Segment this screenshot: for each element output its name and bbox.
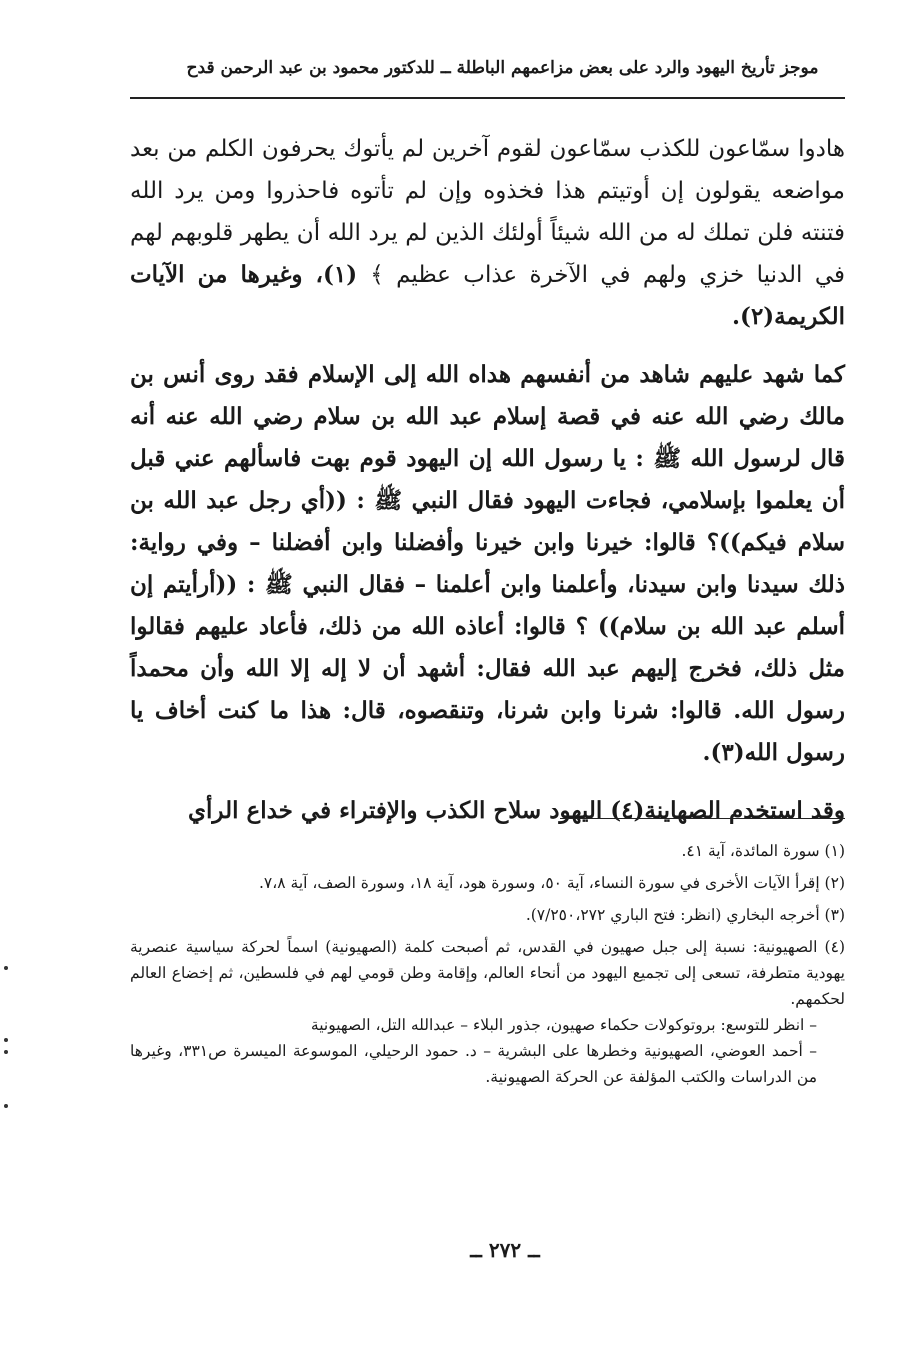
footnote-4-definition: (٤) الصهيونية: نسبة إلى جبل صهيون في القدس، ثم أصبحت كلمة (الصهيونية) اسماً لحركة سياسية عنصرية يهودية متطرفة، تسعى إلى تجميع اليهود من أنحاء العالم، وإقامة وطن قومي لهم في فلسطين، ثم إخضاع العالم لحكمهم. — [130, 938, 845, 1008]
footnotes — [130, 838, 845, 1090]
main-text — [130, 128, 845, 832]
closing-paragraph: وقد استخدم الصهاينة(٤) اليهود سلاح الكذب والإفتراء في خداع الرأي — [188, 797, 845, 824]
verse-citation: (١)، وغيرها من الآيات الكريمة(٢). — [130, 261, 845, 330]
margin-speck — [4, 1050, 8, 1054]
footnote-1: (١) سورة المائدة، آية ٤١. — [681, 842, 845, 860]
footnote-4-references-1: – انظر للتوسع: بروتوكولات حكماء صهيون، جذور البلاء – عبدالله التل، الصهيونية — [310, 1016, 817, 1034]
margin-speck — [4, 966, 8, 970]
quran-verse: هادوا سمّاعون للكذب سمّاعون لقوم آخرين لم يأتوك يحرفون الكلم من بعد مواضعه يقولون إن أوتيتم هذا فخذوه وإن لم تأتوه فاحذروا ومن يرد الله فتنته فلن تملك له من الله شيئاً أولئك الذين لم يرد الله أن يطهر قلوبهم لهم في الدنيا خزي ولهم في الآخرة عذاب عظيم ﴾ — [130, 136, 845, 288]
margin-speck — [4, 1104, 8, 1108]
footnote-2: (٢) إقرأ الآيات الأخرى في سورة النساء، آية ٥٠، وسورة هود، آية ١٨، وسورة الصف، آية ٧،٨. — [258, 874, 845, 892]
footnote-3: (٣) أخرجه البخاري (انظر: فتح الباري ٧/٢٥٠،٢٧٢). — [525, 906, 845, 924]
quran-verse-paragraph — [130, 128, 845, 338]
footnote-4 — [130, 934, 845, 1090]
footnote-rule — [560, 818, 845, 819]
running-header: موجز تأريخ اليهود والرد على بعض مزاعمهم الباطلة ــ للدكتور محمود بن عبد الرحمن قدح — [186, 58, 819, 78]
margin-speck — [4, 1038, 8, 1042]
page-number: ــ ٢٧٢ ــ — [470, 1238, 540, 1262]
footnote-4-references-2: – أحمد العوضي، الصهيونية وخطرها على البشرية – د. حمود الرحيلي، الموسوعة الميسرة ص٣٣١، وغيرها من الدراسات والكتب المؤلفة عن الحركة الصهيونية. — [130, 1042, 817, 1086]
hadith-paragraph: كما شهد عليهم شاهد من أنفسهم هداه الله إلى الإسلام فقد روى أنس بن مالك رضي الله عنه في قصة إسلام عبد الله بن سلام رضي الله عنه أنه قال لرسول الله ﷺ : يا رسول الله إن اليهود قوم بهت فاسألهم عني قبل أن يعلموا بإسلامي، فجاءت اليهود فقال النبي ﷺ : ((أي رجل عبد الله بن سلام فيكم))؟ قالوا: خيرنا وابن خيرنا وأفضلنا وابن أفضلنا – وفي رواية: ذلك سيدنا وابن سيدنا، وأعلمنا وابن أعلمنا – فقال النبي ﷺ : ((أرأيتم إن أسلم عبد الله بن سلام)) ؟ قالوا: أعاذه الله من ذلك، فأعاد عليهم فقالوا مثل ذلك، فخرج إليهم عبد الله فقال: أشهد أن لا إله إلا الله وأن محمداً رسول الله. قالوا: شرنا وابن شرنا، وتنقصوه، قال: هذا ما كنت أخاف يا رسول الله(٣). — [130, 361, 845, 766]
header-rule — [130, 97, 845, 99]
